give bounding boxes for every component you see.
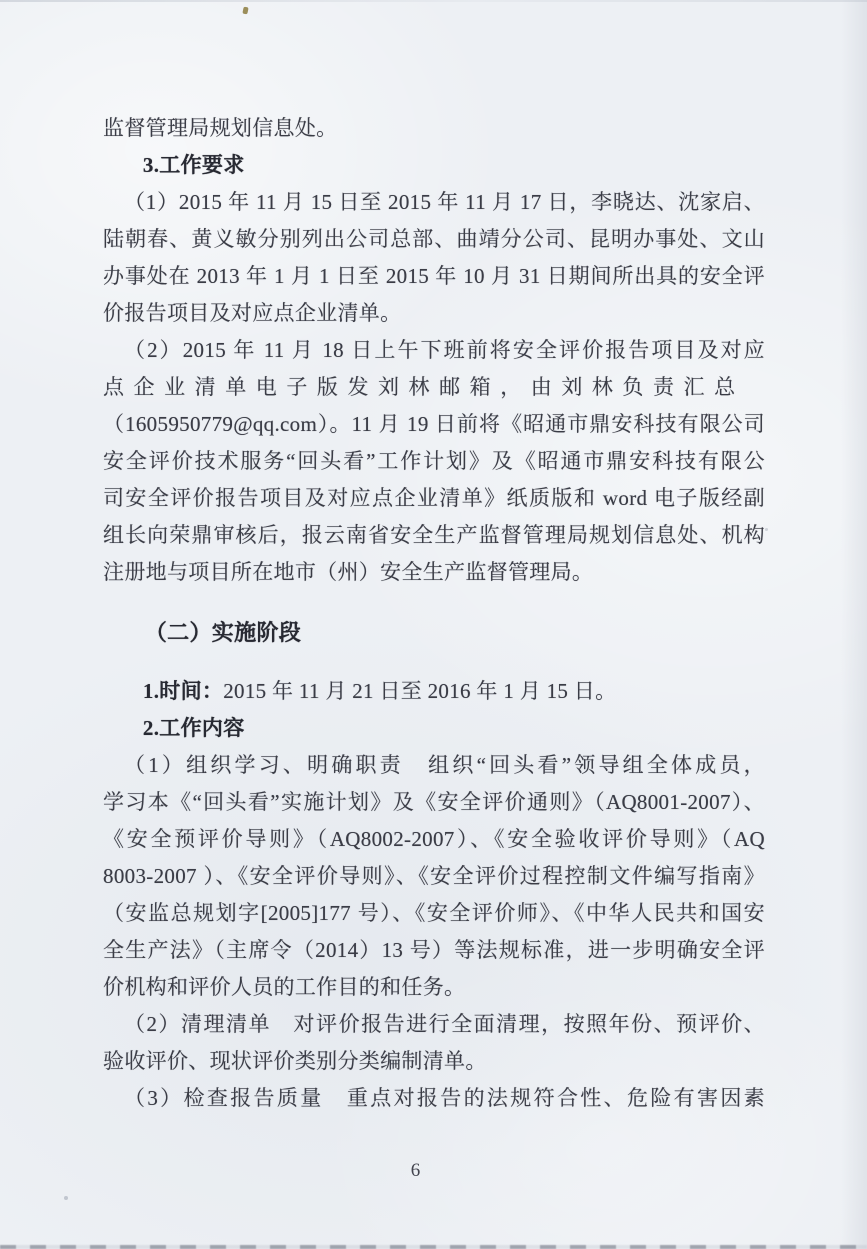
paragraph-line: 8003-2007 ）、《安全评价导则》、《安全评价过程控制文件编写指南》 (103, 864, 765, 888)
paragraph-line: 监督管理局规划信息处。 (103, 116, 338, 140)
heading-implementation-stage: （二）实施阶段 (144, 620, 302, 645)
paragraph-line: （3）检查报告质量 重点对报告的法规符合性、危险有害因素 (124, 1086, 765, 1110)
scan-right-shading (841, 0, 867, 1249)
scan-bottom-edge (0, 1245, 867, 1249)
paragraph-line: 陆朝春、黄义敏分别列出公司总部、曲靖分公司、昆明办事处、文山 (103, 227, 765, 251)
scan-speck-icon (64, 1196, 68, 1200)
paragraph-line-email: （1605950779@qq.com）。11 月 19 日前将《昭通市鼎安科技有限公司 (103, 412, 765, 436)
time-value: 2015 年 11 月 21 日至 2016 年 1 月 15 日。 (223, 679, 617, 703)
time-label: 1.时间： (142, 679, 224, 703)
paragraph-line: （安监总规划字[2005]177 号）、《安全评价师》、《中华人民共和国安 (103, 901, 765, 925)
section-gap (103, 651, 765, 673)
paragraph-line: 价报告项目及对应点企业清单。 (103, 301, 402, 325)
heading-work-requirements: 3.工作要求 (142, 153, 245, 177)
paragraph-line: 安全评价技术服务“回头看”工作计划》及《昭通市鼎安科技有限公 (103, 449, 765, 473)
paragraph-line: 学习本《“回头看”实施计划》及《安全评价通则》（AQ8001-2007）、 (103, 790, 765, 814)
page-number: 6 (410, 1160, 421, 1181)
heading-work-content: 2.工作内容 (142, 716, 245, 740)
paragraph-line-justified: 点企业清单电子版发刘林邮箱，由刘林负责汇总 (103, 375, 745, 399)
paragraph-line: （1）组织学习、明确职责 组织“回头看”领导组全体成员， (124, 753, 765, 777)
paragraph-line: 组长向荣鼎审核后，报云南省安全生产监督管理局规划信息处、机构 (103, 523, 765, 547)
paragraph-line: （2）清理清单 对评价报告进行全面清理，按照年份、预评价、 (124, 1012, 765, 1036)
paragraph-line: 《安全预评价导则》（AQ8002-2007）、《安全验收评价导则》（AQ (103, 827, 765, 851)
paragraph-line: 注册地与项目所在地市（州）安全生产监督管理局。 (103, 560, 594, 584)
paragraph-line: 全生产法》（主席令（2014）13 号）等法规标准，进一步明确安全评 (103, 938, 765, 962)
section-gap (103, 591, 765, 614)
paragraph-line: 司安全评价报告项目及对应点企业清单》纸质版和 word 电子版经副 (103, 486, 765, 510)
scan-speck-icon (765, 528, 768, 531)
scan-top-edge (0, 0, 867, 2)
document-body (103, 110, 765, 1117)
paragraph-line: （1）2015 年 11 月 15 日至 2015 年 11 月 17 日，李晓达、沈家启、 (124, 190, 765, 214)
paragraph-line: 价机构和评价人员的工作目的和任务。 (103, 975, 466, 999)
paragraph-line: （2）2015 年 11 月 18 日上午下班前将安全评价报告项目及对应 (124, 338, 765, 362)
time-line (103, 673, 765, 710)
paragraph-line: 验收评价、现状评价类别分类编制清单。 (103, 1049, 487, 1073)
scan-speck-icon (242, 7, 248, 15)
paragraph-line: 办事处在 2013 年 1 月 1 日至 2015 年 10 月 31 日期间所出具的安全评 (103, 264, 765, 288)
